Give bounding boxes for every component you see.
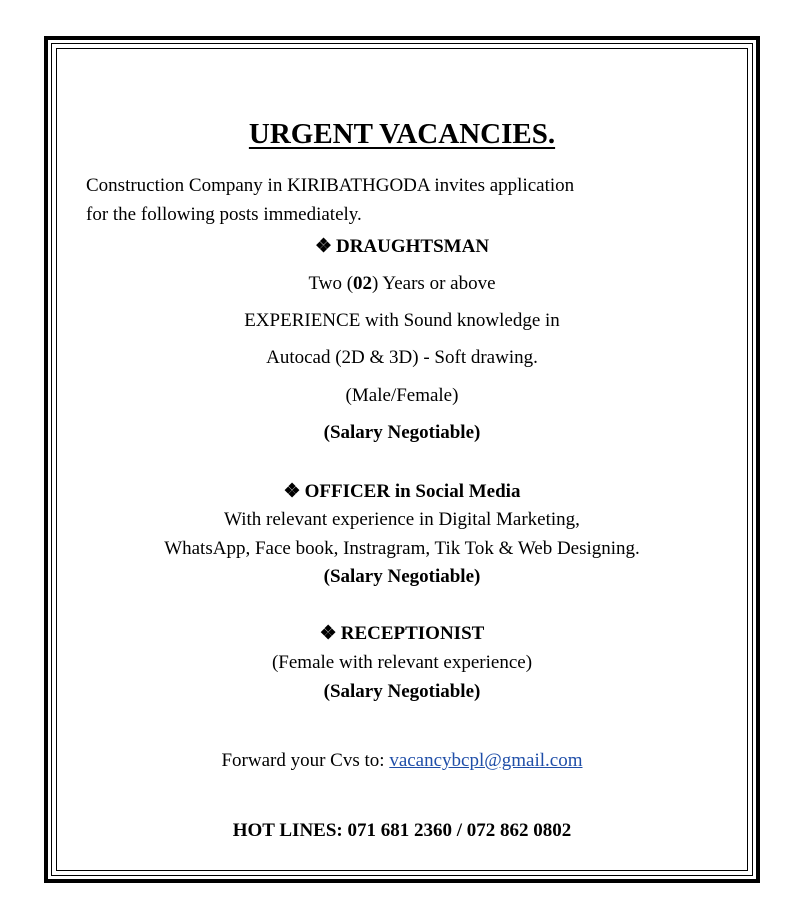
req-years-number: 02 [353,273,373,294]
diamond-bullet-icon: ❖ [314,236,332,257]
email-link[interactable]: vacancybcpl@gmail.com [389,750,583,771]
draughtsman-requirement-1 [57,273,747,295]
officer-salary: (Salary Negotiable) [323,566,481,587]
intro-line-2: for the following posts immediately. [86,204,362,225]
draughtsman-salary: (Salary Negotiable) [323,422,481,443]
forward-cv-line [57,750,747,772]
diamond-bullet-icon: ❖ [283,481,301,502]
post-officer-heading [57,481,747,503]
receptionist-description-1: (Female with relevant experience) [271,652,533,673]
forward-cv-label: Forward your Cvs to: [221,750,390,771]
draughtsman-requirement-3: Autocad (2D & 3D) - Soft drawing. [266,347,538,368]
post-draughtsman-heading [57,236,747,258]
post-receptionist-heading [57,623,747,645]
officer-description-1: With relevant experience in Digital Marketing, [224,509,580,530]
req-text: Two ( [308,273,354,294]
req-text: ) Years or above [372,273,496,294]
page-title: URGENT VACANCIES. [248,118,556,150]
intro-line-1: Construction Company in KIRIBATHGODA invites application [86,175,575,196]
advertisement-content [57,49,747,870]
officer-description-2: WhatsApp, Face book, Instragram, Tik Tok & Web Designing. [164,538,640,559]
post-receptionist-title: RECEPTIONIST [340,623,485,644]
post-draughtsman-title: DRAUGHTSMAN [335,236,490,257]
hotlines: HOT LINES: 071 681 2360 / 072 862 0802 [232,820,572,841]
draughtsman-requirement-2: EXPERIENCE with Sound knowledge in [244,310,560,331]
draughtsman-requirement-4: (Male/Female) [345,385,459,406]
diamond-bullet-icon: ❖ [319,623,337,644]
post-officer-title: OFFICER in Social Media [304,481,521,502]
receptionist-salary: (Salary Negotiable) [323,681,481,702]
